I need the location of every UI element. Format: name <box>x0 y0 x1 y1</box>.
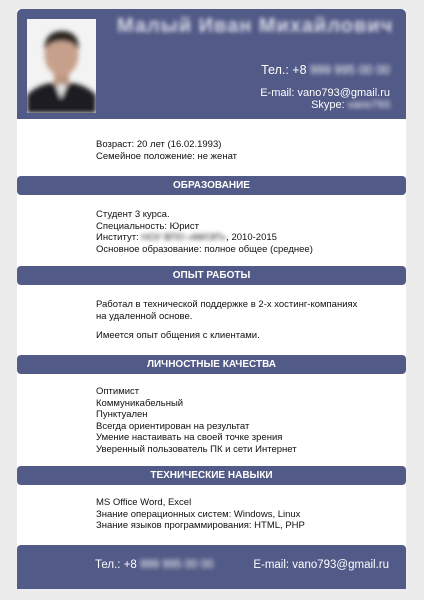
section-header-experience: ОПЫТ РАБОТЫ <box>17 266 406 285</box>
footer-phone-number: 999 995 00 00 <box>140 559 214 571</box>
resume-page <box>17 9 406 589</box>
header-email-label: E-mail: <box>260 87 295 99</box>
age-line: Возраст: 20 лет (16.02.1993) <box>96 139 222 150</box>
skill-item: Знание языков программирования: HTML, PHP <box>96 520 305 531</box>
resume-footer <box>17 545 406 589</box>
education-section <box>96 209 313 255</box>
experience-line: Работал в технической поддержке в 2-х хостинг-компаниях <box>96 299 358 310</box>
skill-item: MS Office Word, Excel <box>96 497 192 508</box>
skills-section <box>96 497 305 532</box>
education-line <box>96 232 313 244</box>
quality-item: Пунктуален <box>96 409 148 420</box>
header-skype-value: vano793 <box>347 99 390 111</box>
portrait-photo <box>27 19 96 113</box>
footer-email-value: vano793@gmail.ru <box>292 559 389 571</box>
institute-label: Институт: <box>96 232 139 243</box>
experience-section <box>96 299 357 342</box>
header-phone <box>261 63 390 77</box>
footer-email-label: E-mail: <box>253 559 290 571</box>
candidate-name: Малый Иван Михайлович <box>117 15 394 37</box>
experience-line: Имеется опыт общения с клиентами. <box>96 330 260 341</box>
section-header-education: ОБРАЗОВАНИЕ <box>17 176 406 195</box>
personal-info <box>96 139 237 162</box>
institute-years: , 2010-2015 <box>226 232 277 243</box>
institute-name: НОУ ВПО «МИЭП» <box>141 232 227 243</box>
education-line: Специальность: Юрист <box>96 220 199 232</box>
header-email <box>260 87 390 99</box>
family-status-line: Семейное положение: не женат <box>96 150 237 162</box>
quality-item: Коммуникабельный <box>96 397 184 409</box>
education-line: Основное образование: полное общее (среднее) <box>96 243 313 255</box>
footer-phone-label: Тел.: +8 <box>95 559 137 571</box>
header-email-value: vano793@gmail.ru <box>297 87 390 99</box>
experience-line: на удаленной основе. <box>96 310 193 322</box>
resume-header <box>17 9 406 119</box>
quality-item: Оптимист <box>96 386 140 397</box>
quality-item: Уверенный пользователь ПК и сети Интернет <box>96 443 297 455</box>
header-skype <box>311 99 390 111</box>
header-phone-number: 999 995 00 00 <box>310 63 390 77</box>
quality-item: Всегда ориентирован на результат <box>96 420 250 432</box>
header-skype-label: Skype: <box>311 99 345 111</box>
footer-email <box>253 559 389 571</box>
qualities-section <box>96 386 297 455</box>
skill-item: Знание операционных систем: Windows, Linux <box>96 508 301 520</box>
header-phone-label: Тел.: +8 <box>261 63 307 77</box>
quality-item: Умение настаивать на своей точке зрения <box>96 432 283 443</box>
footer-phone <box>95 559 214 571</box>
section-header-skills: ТЕХНИЧЕСКИЕ НАВЫКИ <box>17 466 406 485</box>
education-line: Студент 3 курса. <box>96 209 170 220</box>
section-header-qualities: ЛИЧНОСТНЫЕ КАЧЕСТВА <box>17 355 406 374</box>
